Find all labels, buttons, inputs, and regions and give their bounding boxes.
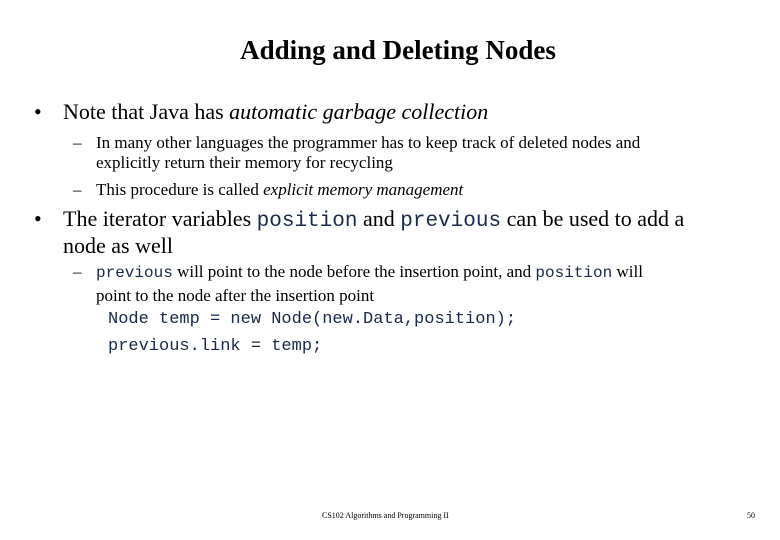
dash-marker: – xyxy=(73,262,82,281)
bullet-text-plain: Note that Java has xyxy=(63,99,230,124)
bullet-text xyxy=(63,98,763,125)
sub-bullet-line xyxy=(96,262,643,283)
code-line: Node temp = new Node(new.Data,position); xyxy=(108,310,517,329)
page-number: 50 xyxy=(747,511,755,520)
sub-bullet-line: In many other languages the programmer has to keep track of deleted nodes and xyxy=(96,133,641,152)
bullet-text xyxy=(63,205,763,235)
bullet-text-plain: and xyxy=(357,206,401,231)
footer-course: CS102 Algorithms and Programming II xyxy=(322,511,449,520)
sub-bullet-line: point to the node after the insertion point xyxy=(96,286,375,305)
sub-bullet-plain: will xyxy=(612,262,643,281)
sub-bullet-line xyxy=(96,180,463,200)
bullet-text: node as well xyxy=(63,233,173,258)
sub-bullet-line: explicitly return their memory for recycling xyxy=(96,153,393,172)
dash-marker: – xyxy=(73,133,82,152)
sub-bullet-plain: This procedure is called xyxy=(96,180,264,199)
bullet-marker: • xyxy=(34,206,42,231)
sub-bullet-plain: will point to the node before the insertion point, and xyxy=(172,262,536,281)
slide-title: Adding and Deleting Nodes xyxy=(240,35,556,65)
code-position: position xyxy=(256,210,358,233)
code-line: previous.link = temp; xyxy=(108,337,323,356)
sub-bullet-emphasis: explicit memory management xyxy=(263,180,464,199)
bullet-text-emphasis: automatic garbage collection xyxy=(229,99,489,124)
dash-marker: – xyxy=(73,180,82,199)
code-position: position xyxy=(535,264,613,282)
code-previous: previous xyxy=(96,264,173,282)
bullet-text-plain: can be used to add a xyxy=(501,206,685,231)
bullet-marker: • xyxy=(34,99,42,124)
bullet-text-plain: The iterator variables xyxy=(63,206,257,231)
code-previous: previous xyxy=(400,210,502,233)
